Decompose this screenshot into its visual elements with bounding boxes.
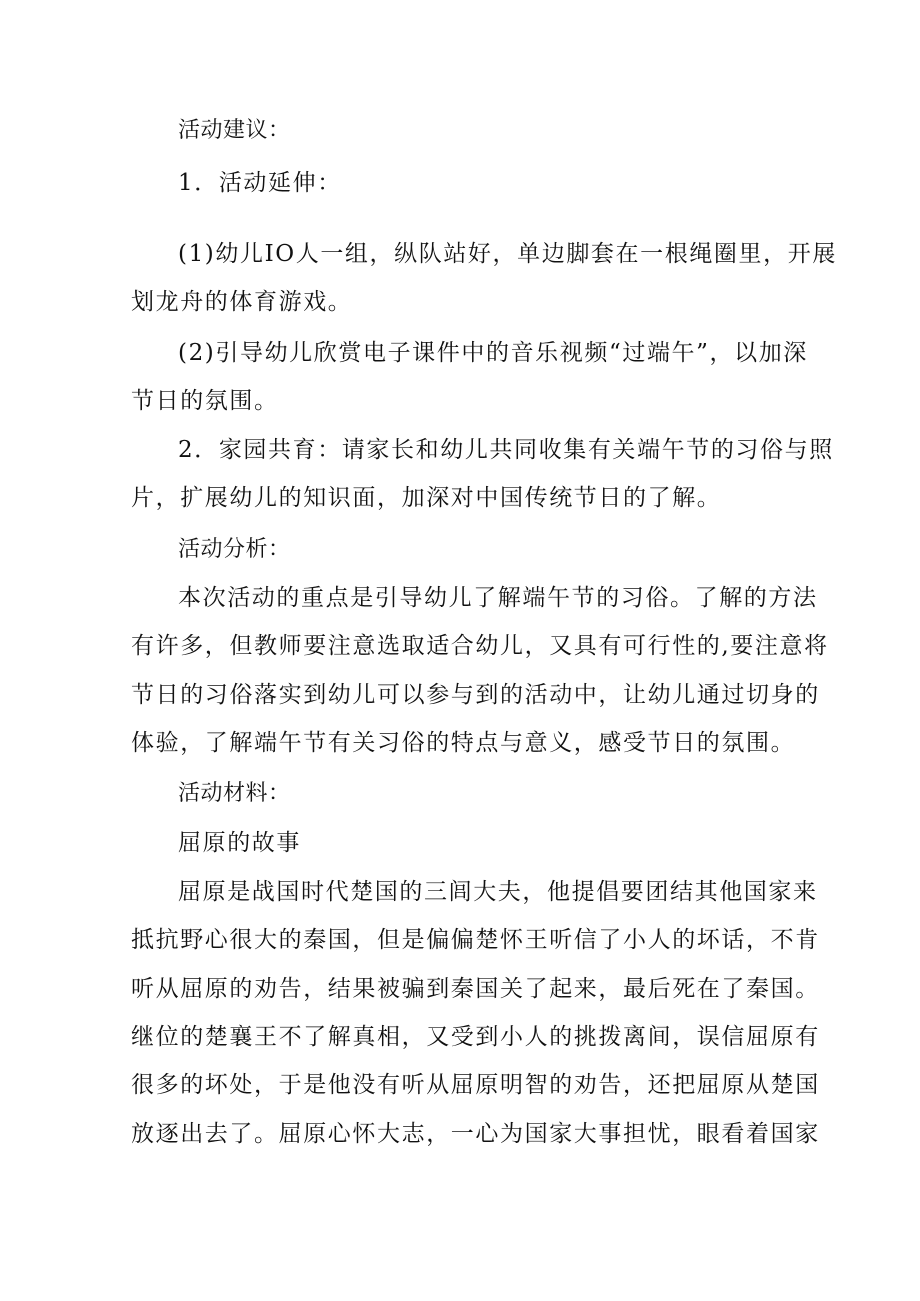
paragraph-line: (1)幼儿IO人一组，纵队站好，单边脚套在一根绳圈里，开展 [178, 241, 837, 267]
story-title: 屈原的故事 [178, 830, 301, 856]
paragraph-line: 划龙舟的体育游戏。 [131, 289, 353, 315]
paragraph-line: 继位的楚襄王不了解真相，又受到小人的挑拨离间，误信屈原有 [131, 1024, 820, 1050]
heading-activity-suggestions: 活动建议： [178, 118, 291, 143]
paragraph-line: 很多的坏处，于是他没有听从屈原明智的劝告，还把屈原从楚国 [131, 1072, 820, 1098]
paragraph-line: (2)引导幼儿欣赏电子课件中的音乐视频“过端午”，以加深 [178, 340, 808, 366]
paragraph-line: 节日的习俗落实到幼儿可以参与到的活动中，让幼儿通过切身的 [131, 682, 820, 708]
paragraph-line: 听从屈原的劝告，结果被骗到秦国关了起来，最后死在了秦国。 [131, 976, 820, 1002]
paragraph-line: 节日的氛围。 [131, 388, 279, 414]
paragraph-line: 片，扩展幼儿的知识面，加深对中国传统节日的了解。 [131, 485, 722, 511]
paragraph-line: 屈原是战国时代楚国的三闾大夫，他提倡要团结其他国家来 [178, 879, 818, 905]
paragraph-line: 放逐出去了。屈原心怀大志，一心为国家大事担忧，眼看着国家 [131, 1121, 820, 1147]
heading-activity-analysis: 活动分析： [178, 537, 291, 562]
paragraph-line: 本次活动的重点是引导幼儿了解端午节的习俗。了解的方法 [178, 585, 818, 611]
paragraph-line: 有许多，但教师要注意选取适合幼儿，又具有可行性的,要注意将 [131, 633, 829, 659]
heading-activity-materials: 活动材料： [178, 781, 291, 806]
paragraph-line: 体验，了解端午节有关习俗的特点与意义，感受节日的氛围。 [131, 730, 796, 756]
paragraph-line: 抵抗野心很大的秦国，但是偏偏楚怀王听信了小人的坏话，不肯 [131, 927, 820, 953]
paragraph-line: 2．家园共育：请家长和幼儿共同收集有关端午节的习俗与照 [178, 437, 834, 463]
item-activity-extension: 1．活动延伸： [178, 170, 342, 196]
